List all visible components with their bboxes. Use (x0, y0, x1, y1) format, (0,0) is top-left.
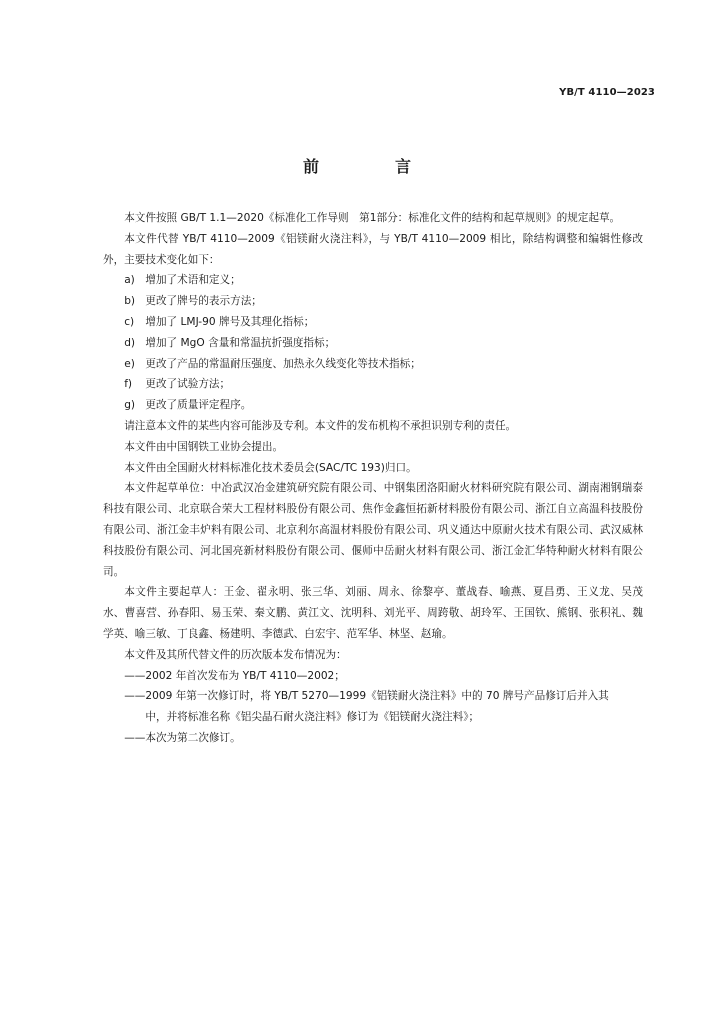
list-item (103, 270, 643, 291)
standard-code: YB/T 4110—2023 (559, 87, 655, 98)
patent-notice-paragraph: 请注意本文件的某些内容可能涉及专利。本文件的发布机构不承担识别专利的责任。 (124, 419, 517, 432)
list-marker: a) (124, 274, 135, 287)
list-item (103, 354, 643, 375)
list-marker: g) (124, 399, 136, 412)
history-item-continuation: 中，并将标准名称《铝尖晶石耐火浇注料》修订为《铝镁耐火浇注料》； (145, 711, 480, 724)
list-item (103, 291, 643, 312)
drafting-units-paragraph: 本文件起草单位：中冶武汉冶金建筑研究院有限公司、中钢集团洛阳耐火材料研究院有限公司、湖南湘钢瑞泰科技有限公司、北京联合荣大工程材料股份有限公司、焦作金鑫恒拓新材料股份有限公司、浙江自立高温科技股份有限公司、浙江金丰炉料有限公司、北京利尔高温材料股份有限公司、巩义通达中原耐火技术有限公司、武汉威林科技股份有限公司、河北国亮新材料股份有限公司、偃师中岳耐火材料有限公司、浙江金汇华特种耐火材料有限公司。 (103, 482, 643, 578)
history-item: ——2002 年首次发布为 YB/T 4110—2002； (124, 669, 345, 682)
list-marker: f) (124, 378, 133, 391)
drafting-rule-paragraph: 本文件按照 GB/T 1.1—2020《标准化工作导则 第1部分：标准化文件的结构和起草规则》的规定起草。 (124, 212, 621, 224)
list-text: 更改了牌号的表示方法； (145, 295, 262, 308)
changes-list (103, 270, 643, 416)
list-marker: c) (124, 315, 135, 328)
proposer-paragraph: 本文件由中国钢铁工业协会提出。 (124, 440, 284, 453)
list-text: 增加了术语和定义； (145, 274, 241, 287)
list-item (103, 395, 643, 416)
list-marker: d) (124, 336, 136, 349)
history-item: ——2009 年第一次修订时，将 YB/T 5270—1999《铝镁耐火浇注料》中的 70 牌号产品修订后并入其 (124, 690, 609, 703)
list-item (103, 312, 643, 333)
list-text: 增加了 LMJ-90 牌号及其理化指标； (145, 315, 315, 328)
list-text: 增加了 MgO 含量和常温抗折强度指标； (145, 336, 336, 349)
foreword-body (103, 208, 643, 749)
list-text: 更改了产品的常温耐压强度、加热永久线变化等技术指标； (145, 357, 421, 370)
list-item (103, 374, 643, 395)
list-marker: b) (124, 295, 136, 308)
history-intro-paragraph: 本文件及其所代替文件的历次版本发布情况为： (124, 648, 347, 661)
list-text: 更改了试验方法； (145, 378, 231, 391)
replacement-paragraph: 本文件代替 YB/T 4110—2009《铝镁耐火浇注料》，与 YB/T 4110—2009 相比，除结构调整和编辑性修改外，主要技术变化如下： (103, 232, 643, 266)
list-item (103, 333, 643, 354)
page-title: 前 言 (302, 157, 441, 176)
list-text: 更改了质量评定程序。 (145, 399, 252, 412)
committee-paragraph: 本文件由全国耐火材料标准化技术委员会(SAC/TC 193)归口。 (124, 461, 417, 474)
list-marker: e) (124, 357, 135, 370)
drafters-paragraph: 本文件主要起草人：王金、翟永明、张三华、刘丽、周永、徐黎亭、董战春、喻燕、夏昌勇、王义龙、吴茂水、曹喜营、孙春阳、易玉荣、秦文鹏、黄江文、沈明科、刘光平、周跨敬、胡玲军、王国钦、熊钢、张积礼、魏学英、喻三敏、丁良鑫、杨建明、李德武、白宏宇、范军华、林坚、赵瑜。 (103, 586, 643, 640)
history-list (103, 666, 643, 749)
history-item: ——本次为第二次修订。 (124, 731, 241, 744)
